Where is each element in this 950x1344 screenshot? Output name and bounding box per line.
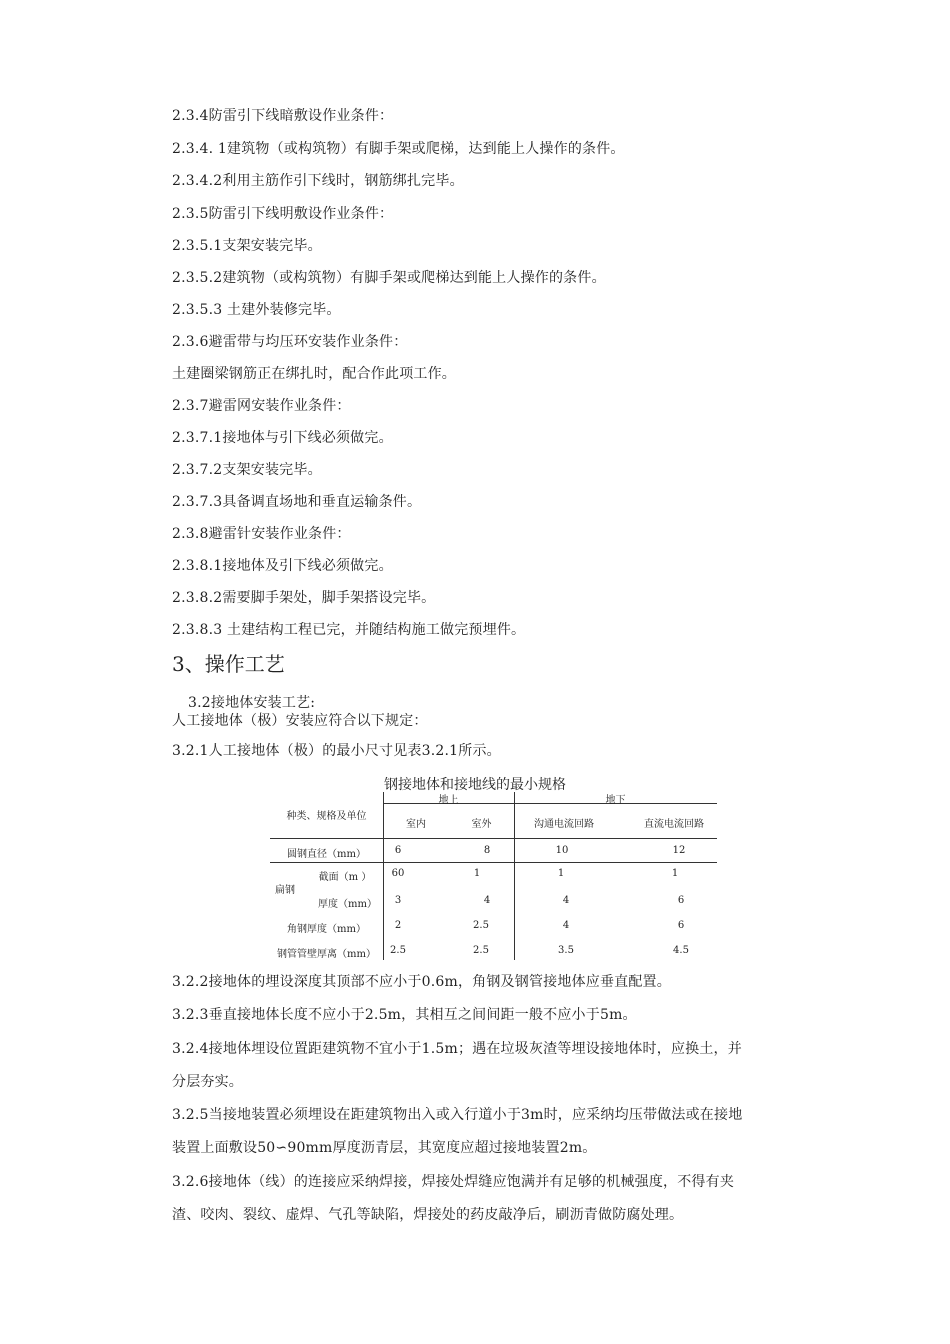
table-cell: 6 [677,895,685,906]
paragraph-line: 2.3.7.1接地体与引下线必须做完。 [172,430,393,446]
table-cell: 1 [671,868,679,879]
table-cell: 1 [473,868,481,879]
subheader-indoor: 室内 [406,819,426,830]
table-cell-label: 钢管管壁厚离（mm） [277,949,376,960]
paragraph-line: 2.3.5防雷引下线明敷设作业条件： [172,206,394,222]
paragraph-line: 渣、咬肉、裂纹、虚焊、气孔等缺陷，焊接处的药皮敲净后，刷沥青做防腐处理。 [172,1207,684,1223]
paragraph-line: 2.3.7避雷网安装作业条件： [172,398,351,414]
paragraph-line: 2.3.8.2需要脚手架处，脚手架搭设完毕。 [172,590,436,606]
paragraph-line: 2.3.8.3 土建结构工程已完，并随结构施工做完预埋件。 [172,622,526,638]
table-cell: 3.5 [558,945,574,956]
table-cell: 10 [555,845,569,856]
table-cell: 60 [391,868,405,879]
table-cell: 1 [557,868,565,879]
paragraph-line: 3.2.5当接地装置必须埋设在距建筑物出入或入行道小于3m时，应采纳均压带做法或在接地 [172,1107,743,1123]
paragraph-line: 2.3.8.1接地体及引下线必须做完。 [172,558,393,574]
table-cell-label: 厚度（mm） [318,899,377,910]
paragraph-line: 3.2.4接地体埋设位置距建筑物不宜小于1.5m；遇在垃圾灰渣等埋设接地体时，应换土，并 [172,1041,742,1057]
paragraph-line: 2.3.7.2支架安装完毕。 [172,462,322,478]
table-rule [270,862,717,863]
paragraph-line: 2.3.6避雷带与均压环安装作业条件： [172,334,408,350]
group-header-above: 地上 [438,795,459,806]
subheader-ac: 沟通电流回路 [534,819,594,830]
paragraph-line: 2.3.8避雷针安装作业条件： [172,526,351,542]
table-cell-label: 圆钢直径（mm） [287,849,366,860]
table-cell: 4.5 [673,945,689,956]
table-cell: 2.5 [473,920,489,931]
sub-heading: 3.2接地体安装工艺: [188,695,316,711]
table-cell: 8 [483,845,491,856]
intro-line: 人工接地体（极）安装应符合以下规定： [172,713,428,729]
table-cell: 2 [394,920,402,931]
table-cell: 2.5 [473,945,489,956]
table-cell: 6 [394,845,402,856]
table-cell: 4 [562,895,570,906]
table-cell-label: 截面（m ） [318,872,372,883]
paragraph-line: 2.3.5.1支架安装完毕。 [172,238,322,254]
group-header-below: 地下 [605,795,626,806]
subheader-dc: 直流电流回路 [644,819,704,830]
table-cell: 4 [483,895,491,906]
paragraph-line: 2.3.7.3具备调直场地和垂直运输条件。 [172,494,422,510]
paragraph-line: 装置上面敷设50∽90mm厚度沥青层，其宽度应超过接地装置2m。 [172,1140,597,1156]
table-rule [270,838,717,839]
paragraph-line: 分层夯实。 [172,1074,243,1090]
paragraph-line: 2.3.4.2利用主筋作引下线时，钢筋绑扎完毕。 [172,173,464,189]
paragraph-line: 3.2.3垂直接地体长度不应小于2.5m，其相互之间间距一般不应小于5m。 [172,1007,637,1023]
column-header-type: 种类、规格及单位 [286,811,367,822]
paragraph-line: 2.3.4防雷引下线暗敷设作业条件： [172,108,394,124]
table-caption: 钢接地体和接地线的最小规格 [384,777,566,793]
subheader-outdoor: 室外 [471,819,492,830]
paragraph-line: 3.2.2接地体的埋设深度其顶部不应小于0.6m，角钢及钢管接地体应垂直配置。 [172,974,671,990]
paragraph-line: 3.2.6接地体（线）的连接应采纳焊接，焊接处焊缝应饱满并有足够的机械强度，不得有夹 [172,1174,735,1190]
table-cell: 3 [394,895,402,906]
paragraph-line: 2.3.5.3 土建外装修完毕。 [172,302,341,318]
section-heading: 3、操作工艺 [172,652,285,676]
table-cell: 4 [562,920,570,931]
table-cell-label: 角钢厚度（mm） [287,924,366,935]
paragraph-line: 2.3.5.2建筑物（或构筑物）有脚手架或爬梯达到能上人操作的条件。 [172,270,606,286]
table-cell: 2.5 [390,945,406,956]
paragraph-line: 土建圈梁钢筋正在绑扎时，配合作此项工作。 [172,366,456,382]
paragraph-line: 2.3.4. 1建筑物（或构筑物）有脚手架或爬梯，达到能上人操作的条件。 [172,141,625,157]
table-group-label: 扁钢 [275,885,295,896]
paragraph-line: 3.2.1人工接地体（极）的最小尺寸见表3.2.1所示。 [172,743,501,759]
table-cell: 12 [672,845,686,856]
table-cell: 6 [677,920,685,931]
